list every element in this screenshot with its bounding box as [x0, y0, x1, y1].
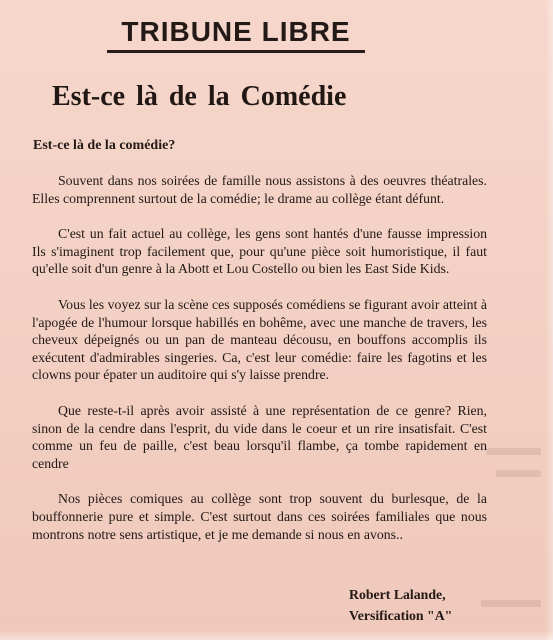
bleed-through-mark — [496, 470, 541, 477]
bleed-through-mark — [486, 448, 541, 455]
author-class: Versification "A" — [349, 608, 453, 623]
article-headline: Est-ce là de la Comédie — [52, 81, 347, 112]
section-masthead: TRIBUNE LIBRE — [107, 14, 365, 53]
article-subhead: Est-ce là de la comédie? — [33, 138, 176, 153]
article-paragraph: Vous les voyez sur la scène ces supposés comédiens se figurant avoir atteint à l'apogée de l'humour lorsque habillés en bohême, avec une manche de travers, les cheveux dépeignés ou un pan de manteau décousu, en bouffons accomplis ils exécutent d'admirables singeries. Ca, c'est leur comédie: faire les fagotins et les clowns pour épater un auditoire qui s'y laisse prendre. — [32, 296, 487, 383]
paper-edge — [0, 630, 553, 640]
article-body — [32, 172, 487, 561]
article-paragraph: C'est un fait actuel au collège, les gens sont hantés d'une fausse impression Ils s'imaginent trop facilement que, pour qu'une pièce soit humoristique, il faut qu'elle soit d'un genre à la Abott et Lou Costello ou bien les East Side Kids. — [32, 226, 487, 277]
article-paragraph: Que reste-t-il après avoir assisté à une représentation de ce genre? Rien, sinon de la cendre dans l'esprit, du vide dans le coeur et un rire insatisfait. C'est comme un feu de paille, c'est beau lorsqu'il flambe, ça tombe rapidement en cendre — [32, 402, 487, 471]
author-name: Robert Lalande, — [349, 587, 446, 602]
article-paragraph: Souvent dans nos soirées de famille nous assistons à des oeuvres théatrales. Elles comprennent surtout de la comédie; le drame au collège étant défunt. — [32, 173, 487, 206]
author-signature — [349, 584, 452, 626]
paper-edge — [545, 0, 553, 640]
bleed-through-mark — [481, 600, 541, 607]
article-paragraph: Nos pièces comiques au collège sont trop souvent du burlesque, de la bouffonnerie pure et simple. C'est surtout dans ces soirées familiales que nous montrons notre sens artistique, et je me demande si nous en avons.. — [32, 491, 487, 542]
